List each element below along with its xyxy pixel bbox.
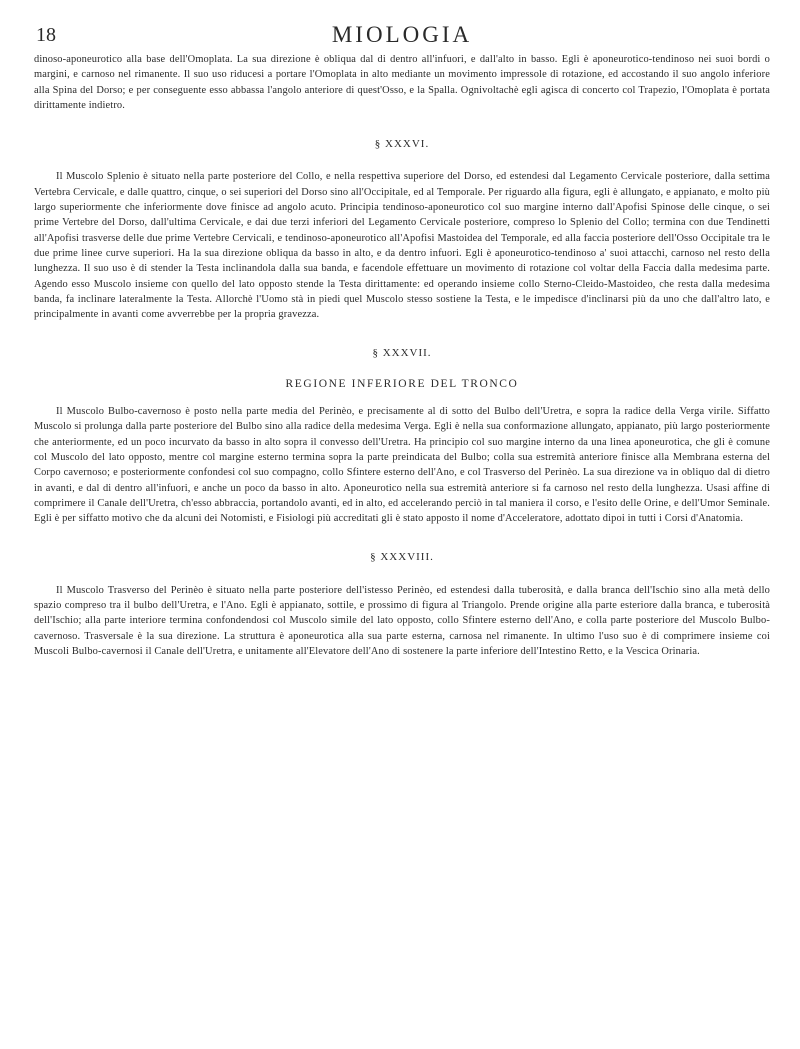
book-page xyxy=(34,22,770,659)
paragraph-splenio: Il Muscolo Splenio è situato nella parte posteriore del Collo, e nella respettiva superiore del Dorso, ed estendesi dal Legamento Cervicale posteriore, dalla settima Vertebra Cervicale, e dalle quattro, cinque, o sei superiori del Dorso sino all'Occipitale, ed al Temporale. Per riguardo alla figura, egli è allungato, e appianato, e molto più largo superiormente che inferiormente dove finisce ad angolo acuto. Principia tendinoso-aponeurotico col suo margine interno dall'Apofisi Spinose delle cinque, o sei prime Vertebre del Dorso, dall'ultima Cervicale, e dai due terzi inferiori del Legamento Cervicale posteriore, compreso lo Splenio del Collo; termina con due Tendinetti all'Apofisi trasverse delle due prime Vertebre Cervicali, e tendinoso-aponeurotico all'Apofisi Mastoidea del Temporale, ed alla faccia posteriore dell'Osso Occipitale tra le due prime linee curve superiori. Ha la sua direzione obliqua da basso in alto, e da dentro infuori. Egli è aponeurotico-tendinoso a' suoi attacchi, carnoso nel resto della lunghezza. Il suo uso è di stender la Testa inclinandola dalla sua banda, e facendole effettuare un movimento di rotazione col voltar della Faccia dalla medesima parte. Agendo esso Muscolo insieme con quello del lato opposto stende la Testa dirittamente: ed operando insieme collo Sterno-Cleido-Mastoideo, che resta dalla medesima banda, fa inclinare lateralmente la Testa. Allorchè l'Uomo stà in piedi quel Muscolo stesso sostiene la Testa, e le impedisce d'inclinarsi più da uno che dall'altro lato, e principalmente in avanti come avverrebbe per la propria gravezza. xyxy=(34,171,770,321)
running-head: MIOLOGIA xyxy=(331,22,473,47)
page-number: 18 xyxy=(36,24,56,46)
page-header xyxy=(34,22,770,52)
body-text xyxy=(34,52,770,659)
paragraph-trasverso: Il Muscolo Trasverso del Perinèo è situato nella parte posteriore dell'istesso Perinèo, ed estendesi dalla tuberosità, e dalla branca dell'Ischio sino alla metà dello spazio compreso tra il bulbo dell'Uretra, e l'Ano. Egli è appianato, sottile, e prossimo di figura al Triangolo. Prende origine alla parte esteriore dalla branca, e tuberosità dell'Ischio; alla parte interiore termina confondendosi col Muscolo simile del lato opposto, collo Sfintere esterno dell'Ano, e colla parte posteriore del Muscolo Bulbo-cavernoso. Trasversale è la sua direzione. La struttura è aponeurotica alla sua parte esterna, carnosa nel rimanente. In ultimo l'uso suo è di comprimere insieme coi Muscoli Bulbo-cavernosi il Canale dell'Uretra, e unitamente all'Elevatore dell'Ano di sostenere la parte inferiore dell'Intestino Retto, e la Vescica Orinaria. xyxy=(34,584,770,657)
paragraph-continuation: dinoso-aponeurotico alla base dell'Omoplata. La sua direzione è obliqua dal di dentro all'infuori, e dall'alto in basso. Egli è aponeurotico-tendinoso nei suoi bordi o margini, e carnoso nel rimanente. Il suo uso riducesi a portare l'Omoplata in alto mediante un movimento impressole di rotazione, ed accostando il suo angolo inferiore alla Spina del Dorso; e per conseguente esso abbassa l'angolo anteriore di quest'Osso, e la Spalla. Ognivoltachè egli agisca di concerto col Trapezio, l'Omoplata è portata dirittamente indietro. xyxy=(34,54,770,111)
paragraph-bulbo-cavernoso: Il Muscolo Bulbo-cavernoso è posto nella parte media del Perinèo, e precisamente al di sotto del Bulbo dell'Uretra, e sopra la radice della Verga virile. Siffatto Muscolo si prolunga dalla parte posteriore del Bulbo sino alla radice della medesima Verga. Egli è nella sua conformazione allungato, appianato, più largo posteriormente che anteriormente, ed un poco incurvato da basso in alto sopra il convesso dell'Uretra. Ha principio col suo margine interno da una linea aponeurotica, che gli è comune col Muscolo del lato opposto, mentre col margine esterno termina sopra la parte preindicata del Bulbo; colla sua estremità anteriore finisce alla Membrana esterna del Corpo cavernoso; e posteriormente confondesi col suo compagno, collo Sfintere esterno dell'Ano, e col Trasverso del Perinèo. La sua direzione va in obliquo dal di dietro in avanti, e dal di dentro all'infuori, e anche un poco da basso in alto. Aponeurotico nella sua estremità anteriore si fa carnoso nel resto della lunghezza. Usasi affine di comprimere il Canale dell'Uretra, ch'esso abbraccia, portandolo avanti, ed in alto, ed accelerando perciò in tal maniera il corso, e l'esito delle Orine, e dell'Umor Seminale. Egli è per siffatto motivo che da alcuni dei Notomisti, e Fisiologi più accreditati gli è stato apposto il nome d'Acceleratore, adottato dipoi in tutti i Corsi d'Anatomia. xyxy=(34,406,770,525)
section-mark-37: § XXXVII. xyxy=(372,347,432,360)
section-mark-38: § XXXVIII. xyxy=(370,551,434,564)
section-mark-36: § XXXVI. xyxy=(374,138,430,151)
section-heading: REGIONE INFERIORE DEL TRONCO xyxy=(285,377,519,390)
